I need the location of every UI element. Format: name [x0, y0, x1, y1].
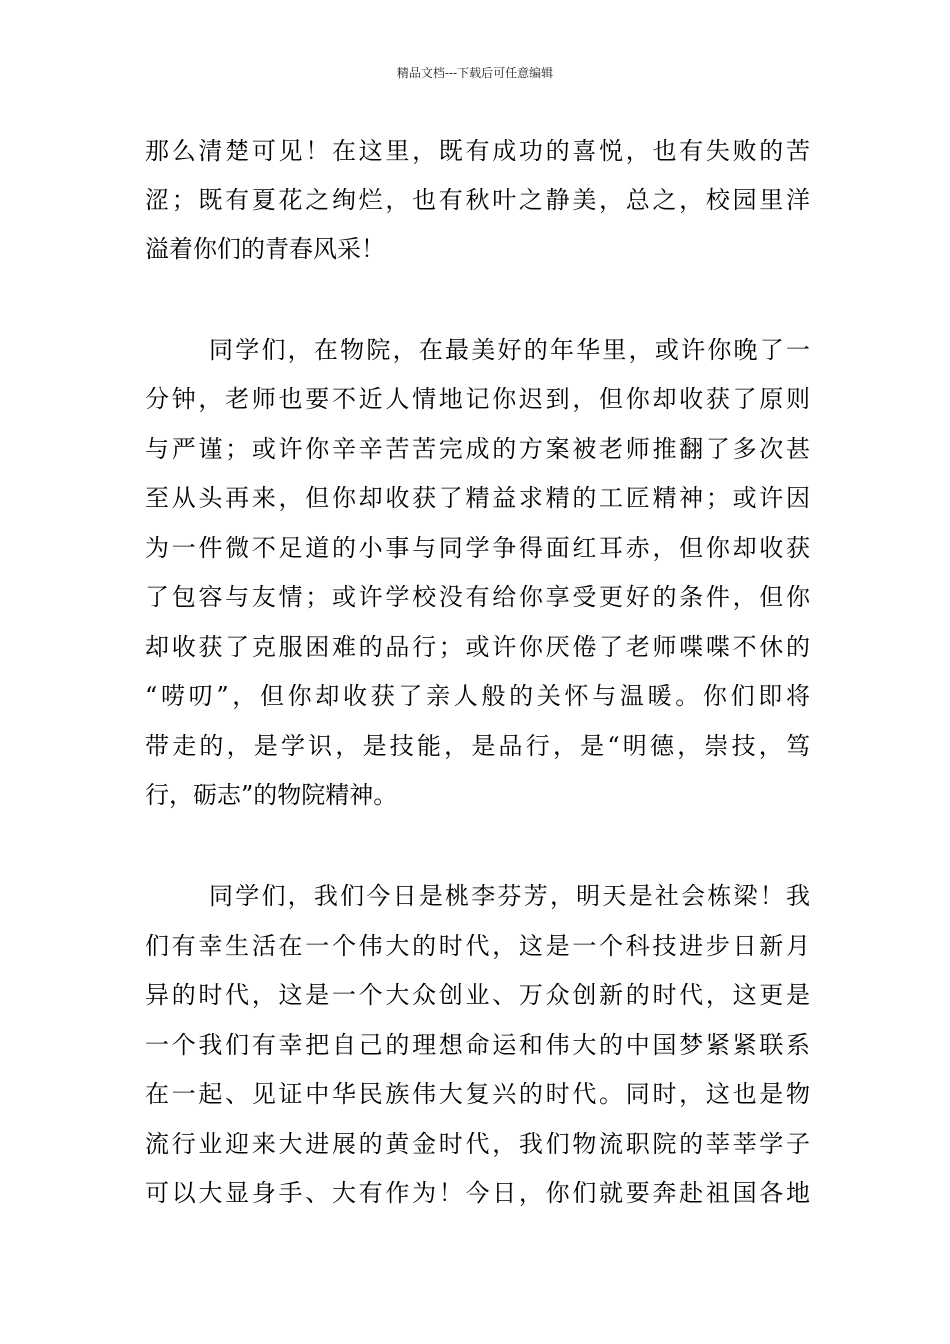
paragraph-3-line-1: 同学们，我们今日是桃李芬芳，明天是社会栋梁！我	[209, 882, 810, 910]
paragraph-3-line-6: 流行业迎来大进展的黄金时代，我们物流职院的莘莘学子	[145, 1130, 810, 1158]
paragraph-3-line-7: 可以大显身手、大有作为！今日，你们就要奔赴祖国各地	[145, 1179, 810, 1207]
paragraph-2-line-8: “唠叨”，但你却收获了亲人般的关怀与温暖。你们即将	[145, 682, 810, 710]
paragraph-2-line-3: 与严谨；或许你辛辛苦苦完成的方案被老师推翻了多次甚	[145, 435, 810, 463]
paragraph-1-line-3: 溢着你们的青春风采！	[145, 235, 385, 263]
paragraph-2-line-7: 却收获了克服困难的品行；或许你厌倦了老师喋喋不休的	[145, 633, 810, 661]
paragraph-2-line-10: 行，砺志”的物院精神。	[145, 781, 398, 809]
paragraph-1-line-2: 涩；既有夏花之绚烂，也有秋叶之静美，总之，校园里洋	[145, 186, 810, 214]
paragraph-3-line-5: 在一起、见证中华民族伟大复兴的时代。同时，这也是物	[145, 1080, 810, 1108]
paragraph-2-line-5: 为一件微不足道的小事与同学争得面红耳赤，但你却收获	[145, 534, 810, 562]
paragraph-2-line-6: 了包容与友情；或许学校没有给你享受更好的条件，但你	[145, 583, 810, 611]
paragraph-3-line-2: 们有幸生活在一个伟大的时代，这是一个科技进步日新月	[145, 932, 810, 960]
paragraph-1-line-1: 那么清楚可见！在这里，既有成功的喜悦，也有失败的苦	[145, 137, 810, 165]
paragraph-2-line-9: 带走的，是学识，是技能，是品行，是“明德，崇技，笃	[145, 732, 810, 760]
paragraph-2-line-1: 同学们，在物院，在最美好的年华里，或许你晚了一	[209, 336, 810, 364]
paragraph-2-line-4: 至从头再来，但你却收获了精益求精的工匠精神；或许因	[145, 484, 810, 512]
paragraph-3-line-4: 一个我们有幸把自己的理想命运和伟大的中国梦紧紧联系	[145, 1031, 810, 1059]
paragraph-2-line-2: 分钟，老师也要不近人情地记你迟到，但你却收获了原则	[145, 385, 810, 413]
paragraph-3-line-3: 异的时代，这是一个大众创业、万众创新的时代，这更是	[145, 981, 810, 1009]
page-header: 精品文档---下载后可任意编辑	[396, 66, 554, 80]
